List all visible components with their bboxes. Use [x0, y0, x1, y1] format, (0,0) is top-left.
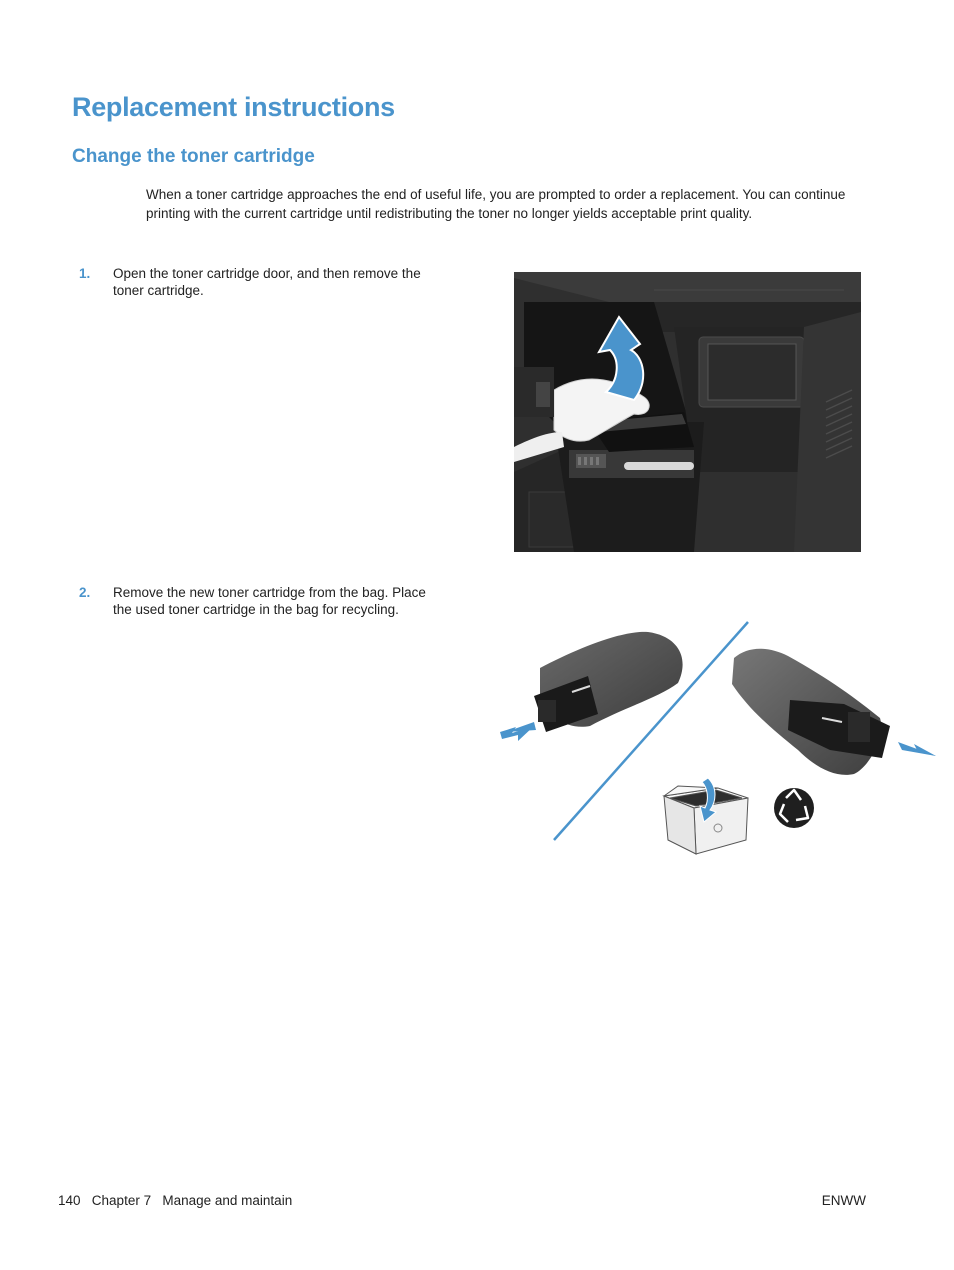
footer-chapter-title: Manage and maintain [162, 1193, 293, 1208]
recycle-icon [774, 788, 814, 828]
cartridge-bag-recycling-illustration [498, 618, 942, 864]
step-2-text: Remove the new toner cartridge from the bag. Place the used toner cartridge in the bag for recycling. [113, 585, 426, 617]
arrow-icon [898, 742, 936, 756]
footer-page-number: 140 [58, 1193, 81, 1208]
footer-doc-code: ENWW [821, 1193, 866, 1208]
intro-paragraph: When a toner cartridge approaches the end of useful life, you are prompted to order a replacement. You can continue printing with the current cartridge until redistributing the toner no longer yields acceptable print quality. [146, 187, 846, 221]
footer-page-info [58, 1193, 292, 1208]
arrow-icon [500, 722, 536, 741]
step-1-number: 1. [79, 266, 91, 281]
step-1-text: Open the toner cartridge door, and then remove the toner cartridge. [113, 266, 421, 298]
footer-chapter: Chapter 7 [91, 1193, 152, 1208]
step-2-number: 2. [79, 585, 91, 600]
section-title: Change the toner cartridge [72, 146, 315, 167]
page-title: Replacement instructions [72, 92, 395, 122]
printer-remove-cartridge-illustration [514, 272, 861, 552]
